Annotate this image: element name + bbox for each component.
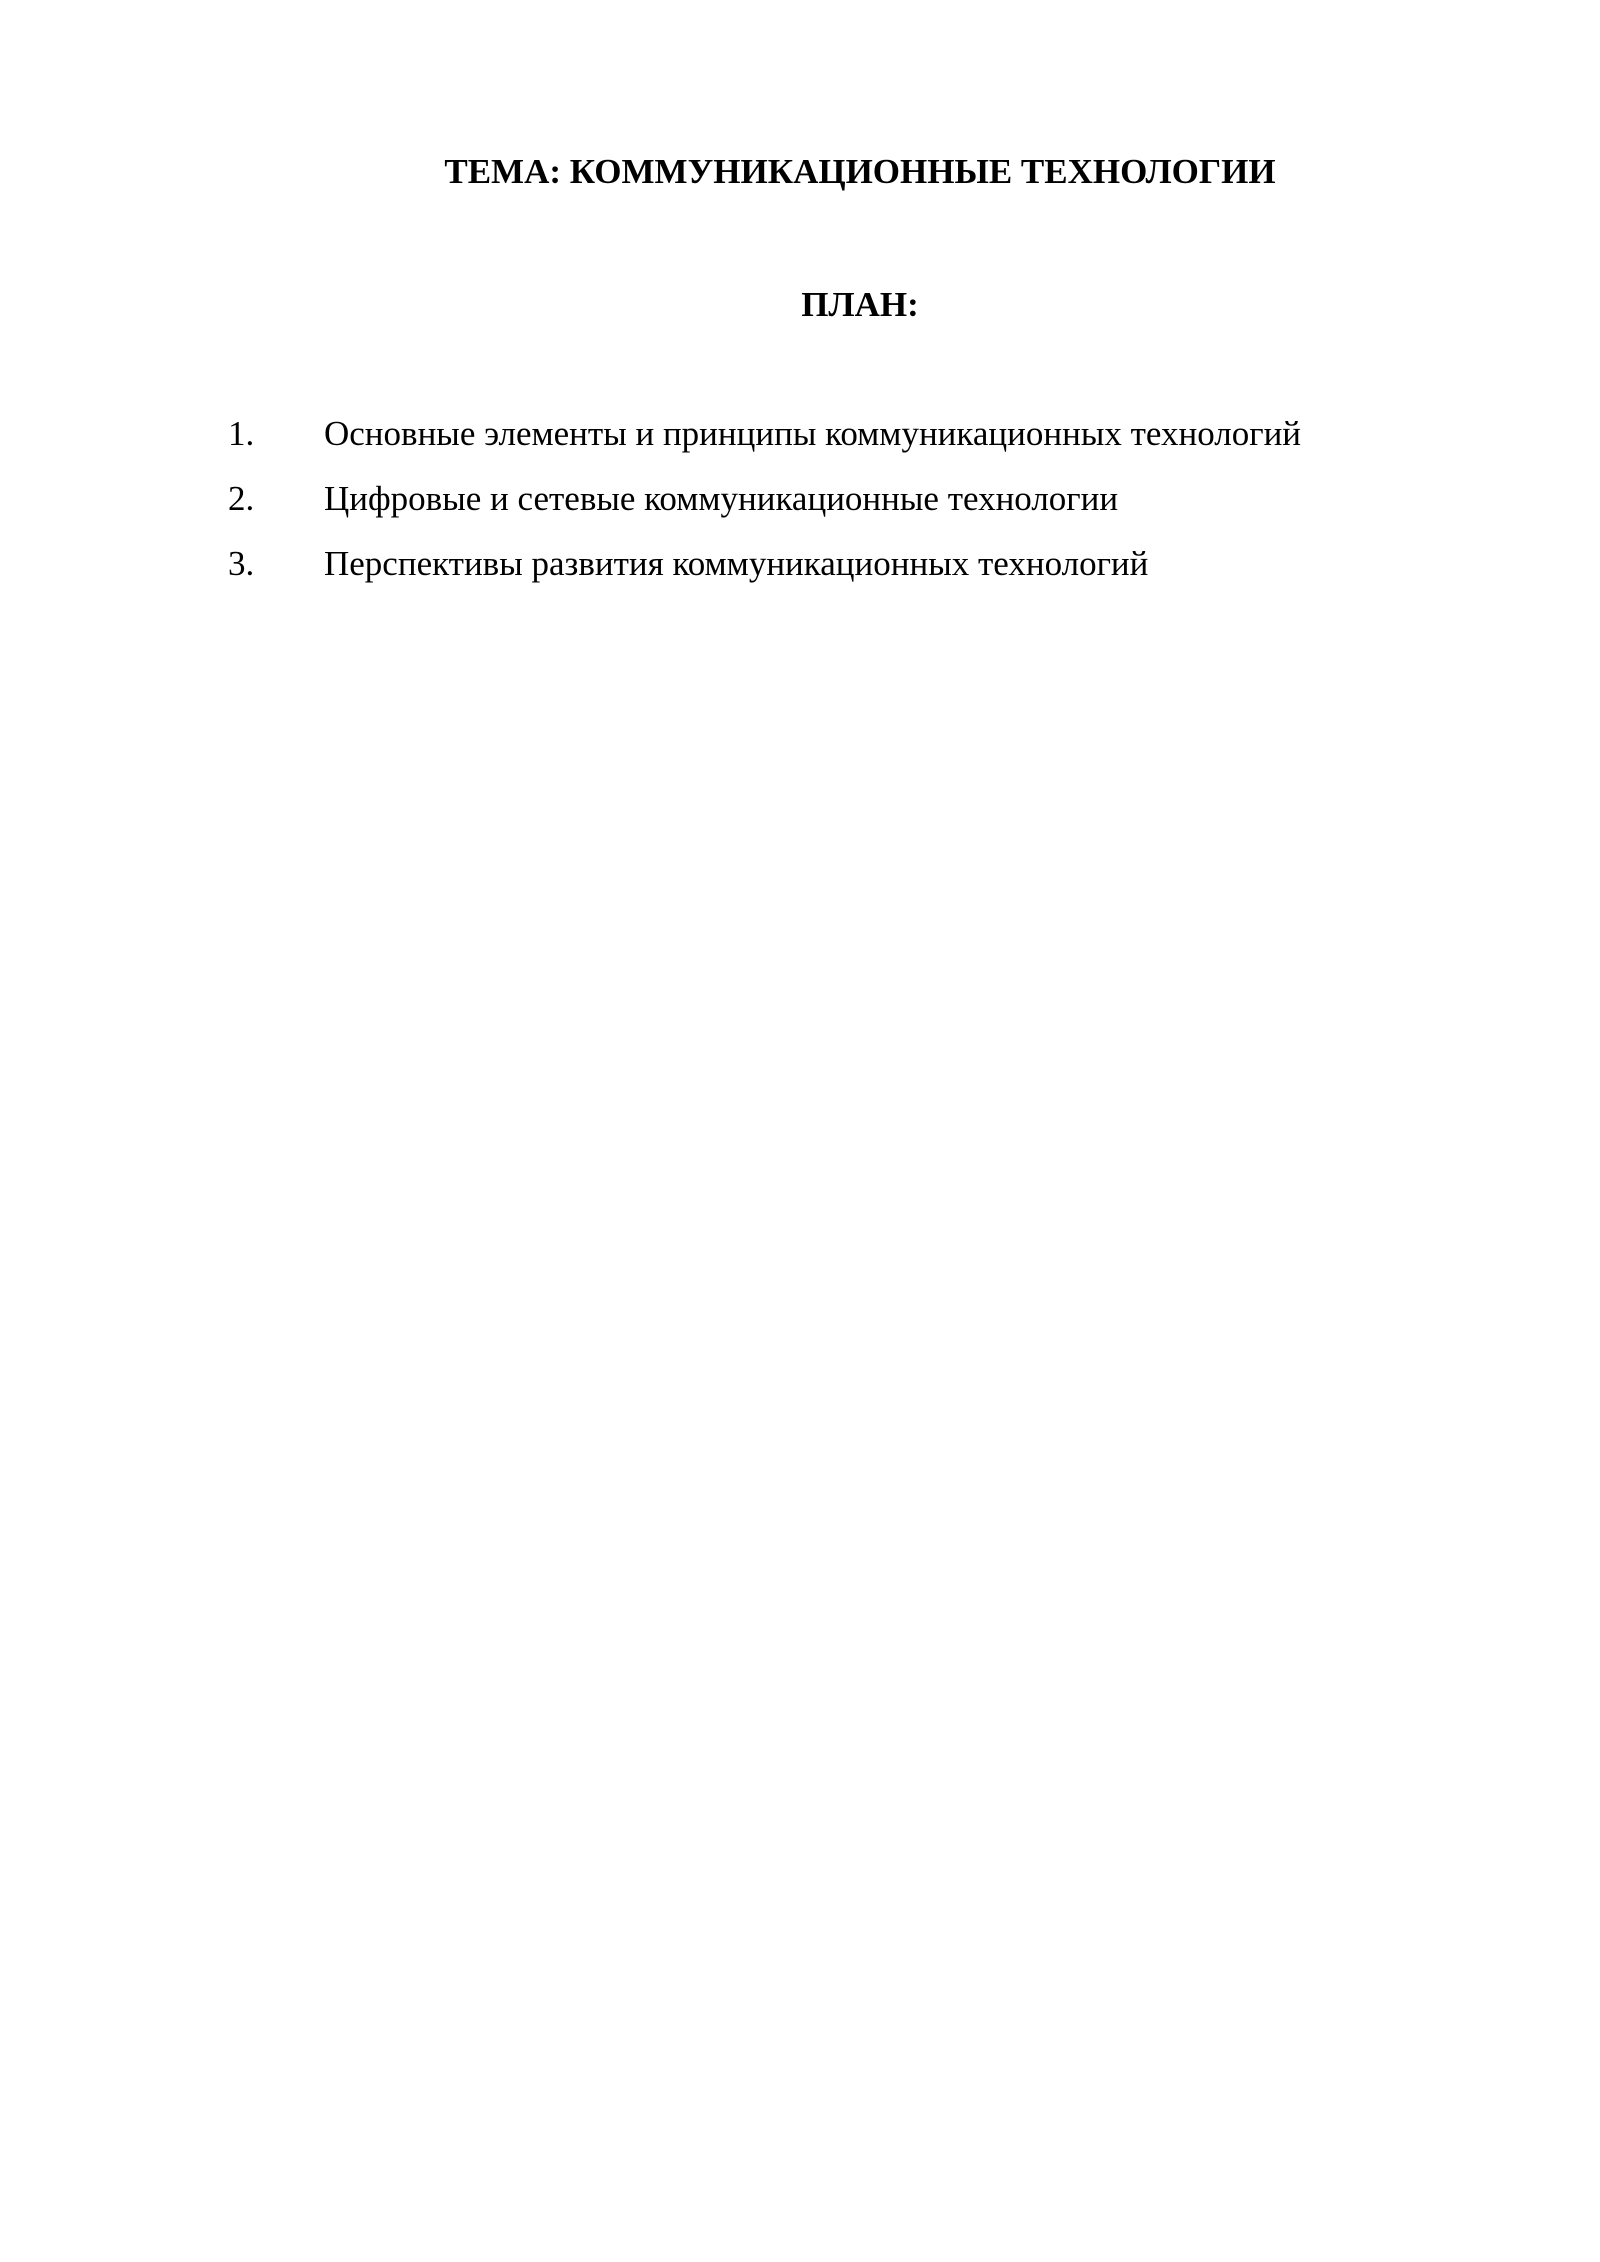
list-item-number: 2.	[228, 479, 255, 518]
list-item-text: Основные элементы и принципы коммуникационных технологий	[324, 414, 1302, 453]
list-item-number: 3.	[228, 544, 255, 583]
list-item-text: Перспективы развития коммуникационных технологий	[324, 544, 1149, 583]
list-item-number: 1.	[228, 414, 255, 453]
document-title: ТЕМА: КОММУНИКАЦИОННЫЕ ТЕХНОЛОГИИ	[444, 152, 1276, 191]
plan-heading: ПЛАН:	[801, 285, 919, 324]
list-item-text: Цифровые и сетевые коммуникационные технологии	[324, 479, 1119, 518]
